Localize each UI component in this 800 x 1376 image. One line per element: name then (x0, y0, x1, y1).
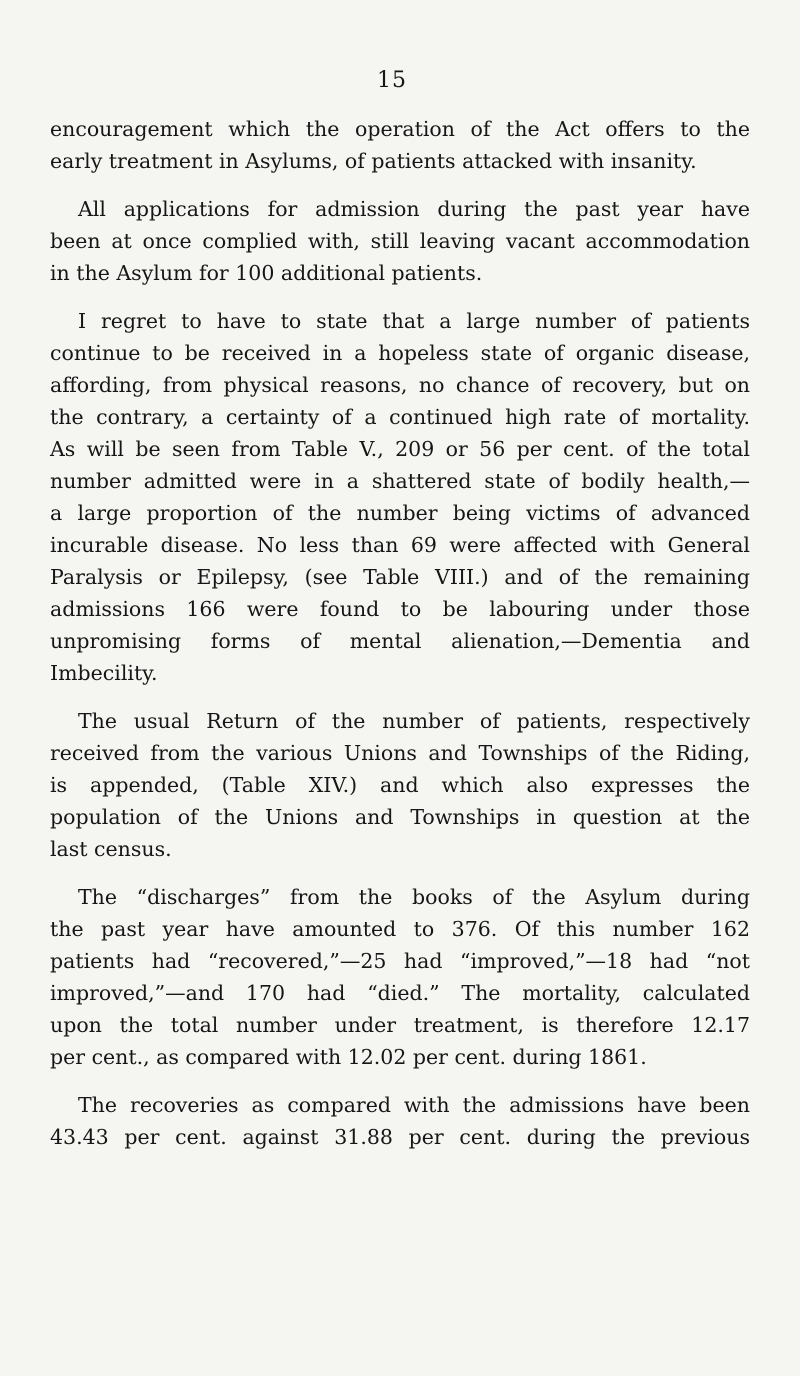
text-line: in the Asylum for 100 additional patients. (50, 261, 483, 285)
text-line: upon the total number under treatment, is therefore 12.17 (50, 1013, 750, 1037)
text-line: last census. (50, 837, 172, 861)
text-line: the contrary, a certainty of a continued high rate of mortality. (50, 405, 750, 429)
text-line: affording, from physical reasons, no chance of recovery, but on (50, 373, 750, 397)
text-line: received from the various Unions and Townships of the Riding, (50, 741, 750, 765)
text-line: The “discharges” from the books of the Asylum during (78, 885, 750, 909)
text-line: number admitted were in a shattered state of bodily health,— (50, 469, 750, 493)
body-text (50, 113, 750, 1169)
paragraph (50, 193, 750, 289)
text-line: I regret to have to state that a large number of patients (78, 309, 750, 333)
text-line: per cent., as compared with 12.02 per cent. during 1861. (50, 1045, 647, 1069)
text-line: Imbecility. (50, 661, 158, 685)
text-line: continue to be received in a hopeless state of organic disease, (50, 341, 750, 365)
paragraph (50, 881, 750, 1073)
text-line: patients had “recovered,”—25 had “improved,”—18 had “not (50, 949, 750, 973)
text-line: Paralysis or Epilepsy, (see Table VIII.) and of the remaining (50, 565, 750, 589)
text-line: population of the Unions and Townships in question at the (50, 805, 750, 829)
text-line: been at once complied with, still leaving vacant accommodation (50, 229, 750, 253)
page-number: 15 (377, 68, 407, 93)
text-line: early treatment in Asylums, of patients attacked with insanity. (50, 149, 697, 173)
paragraph (50, 705, 750, 865)
paragraph (50, 305, 750, 689)
paragraph (50, 1089, 750, 1153)
text-line: encouragement which the operation of the Act offers to the (50, 117, 750, 141)
text-line: The recoveries as compared with the admissions have been (78, 1093, 750, 1117)
text-line: the past year have amounted to 376. Of this number 162 (50, 917, 750, 941)
text-line: incurable disease. No less than 69 were affected with General (50, 533, 750, 557)
text-line: All applications for admission during the past year have (78, 197, 750, 221)
text-line: unpromising forms of mental alienation,—Dementia and (50, 629, 750, 653)
text-line: a large proportion of the number being victims of advanced (50, 501, 750, 525)
text-line: improved,”—and 170 had “died.” The mortality, calculated (50, 981, 750, 1005)
text-line: 43.43 per cent. against 31.88 per cent. during the previous (50, 1125, 750, 1149)
text-line: The usual Return of the number of patients, respectively (78, 709, 750, 733)
text-line: is appended, (Table XIV.) and which also expresses the (50, 773, 750, 797)
text-line: As will be seen from Table V., 209 or 56 per cent. of the total (50, 437, 750, 461)
paragraph (50, 113, 750, 177)
text-line: admissions 166 were found to be labouring under those (50, 597, 750, 621)
